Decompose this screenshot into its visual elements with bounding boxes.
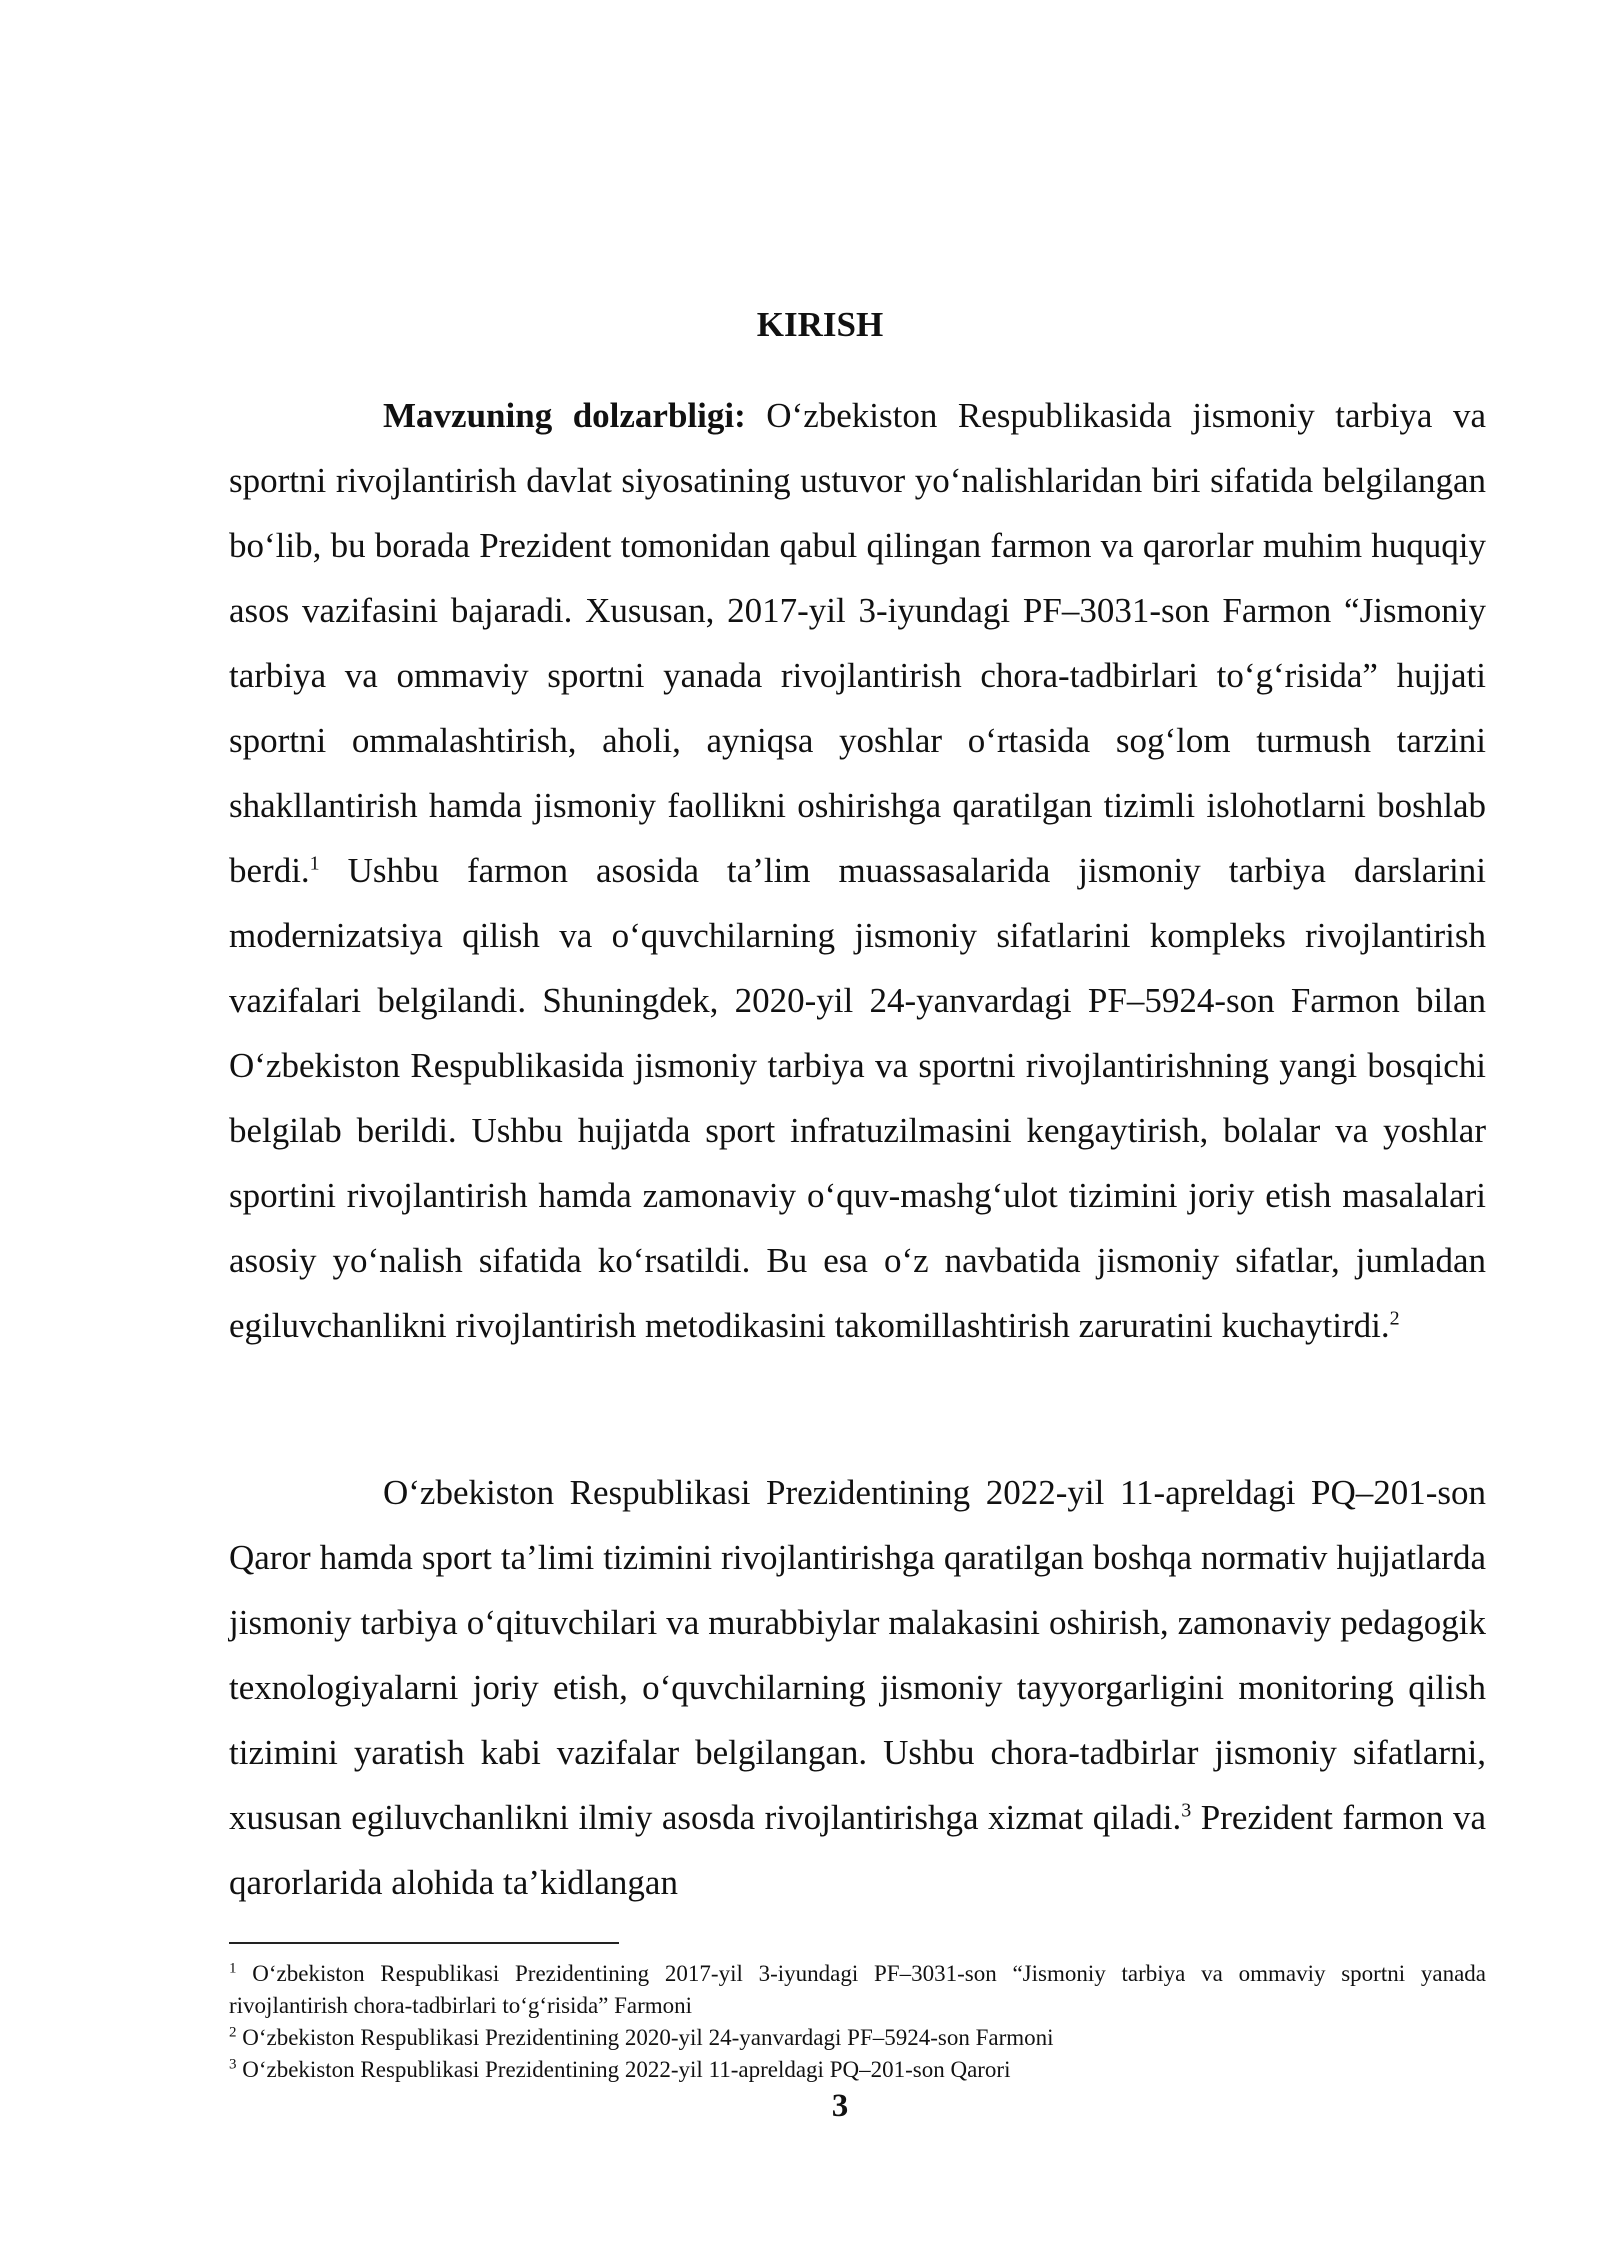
paragraph-lead: Mavzuning dolzarbligi:	[383, 396, 746, 435]
footnote-number: 1	[229, 1960, 237, 1977]
footnote-item	[229, 2022, 1486, 2054]
footnotes	[229, 1958, 1486, 2086]
footnote-ref: 1	[309, 852, 320, 875]
footnote-text: O‘zbekiston Respublikasi Prezidentining 2020-yil 24-yanvardagi PF–5924-son Farmoni	[236, 2025, 1054, 2050]
footnote-ref: 2	[1389, 1307, 1400, 1330]
paragraph-decrees	[229, 1460, 1486, 1915]
footnote-item	[229, 2054, 1486, 2086]
paragraph-text: O‘zbekiston Respublikasi Prezidentining 2022-yil 11-apreldagi PQ–201-son Qaror hamda sport ta’limi tizimini rivojlantirishga qaratilgan boshqa normativ hujjatlarda jismoniy tarbiya o‘qituvchilari va murabbiylar malakasini oshirish, zamonaviy pedagogik texnologiyalarni joriy etish, o‘quvchilarning jismoniy tayyorgarligini monitoring qilish tizimini yaratish kabi vazifalar belgilangan. Ushbu chora-tadbirlar jismoniy sifatlarni, xususan egiluvchanlikni ilmiy asosda rivojlantirishga xizmat qiladi.	[229, 1473, 1486, 1837]
page-heading: KIRISH	[756, 305, 884, 344]
footnote-text: O‘zbekiston Respublikasi Prezidentining 2022-yil 11-apreldagi PQ–201-son Qarori	[236, 2057, 1011, 2082]
footnote-separator	[229, 1942, 619, 1944]
footnote-number: 2	[229, 2024, 237, 2041]
footnote-text: O‘zbekiston Respublikasi Prezidentining 2017-yil 3-iyundagi PF–3031-son “Jismoniy tarbiya va ommaviy sportni yanada rivojlantirish chora-tadbirlari to‘g‘risida” Farmoni	[229, 1961, 1486, 2018]
paragraph-relevance	[229, 383, 1486, 1358]
footnote-number: 3	[229, 2056, 237, 2073]
footnote-item	[229, 1958, 1486, 2022]
footnote-ref: 3	[1181, 1799, 1192, 1822]
paragraph-text: Prezident farmon va qarorlarida alohida ta’kidlangan	[229, 1798, 1486, 1902]
paragraph-text: O‘zbekiston Respublikasida jismoniy tarbiya va sportni rivojlantirish davlat siyosatining ustuvor yo‘nalishlaridan biri sifatida belgilangan bo‘lib, bu borada Prezident tomonidan qabul qilingan farmon va qarorlar muhim huquqiy asos vazifasini bajaradi. Xususan, 2017-yil 3-iyundagi PF–3031-son Farmon “Jismoniy tarbiya va ommaviy sportni yanada rivojlantirish chora-tadbirlari to‘g‘risida” hujjati sportni ommalashtirish, aholi, ayniqsa yoshlar o‘rtasida sog‘lom turmush tarzini shakllantirish hamda jismoniy faollikni oshirishga qaratilgan tizimli islohotlarni boshlab berdi.	[229, 396, 1486, 890]
page-number: 3	[831, 2088, 849, 2124]
paragraph-text: Ushbu farmon asosida ta’lim muassasalarida jismoniy tarbiya darslarini modernizatsiya qilish va o‘quvchilarning jismoniy sifatlarini kompleks rivojlantirish vazifalari belgilandi. Shuningdek, 2020-yil 24-yanvardagi PF–5924-son Farmon bilan O‘zbekiston Respublikasida jismoniy tarbiya va sportni rivojlantirishning yangi bosqichi belgilab berildi. Ushbu hujjatda sport infratuzilmasini kengaytirish, bolalar va yoshlar sportini rivojlantirish hamda zamonaviy o‘quv-mashg‘ulot tizimini joriy etish masalalari asosiy yo‘nalish sifatida ko‘rsatildi. Bu esa o‘z navbatida jismoniy sifatlar, jumladan egiluvchanlikni rivojlantirish metodikasini takomillashtirish zaruratini kuchaytirdi.	[229, 851, 1486, 1345]
